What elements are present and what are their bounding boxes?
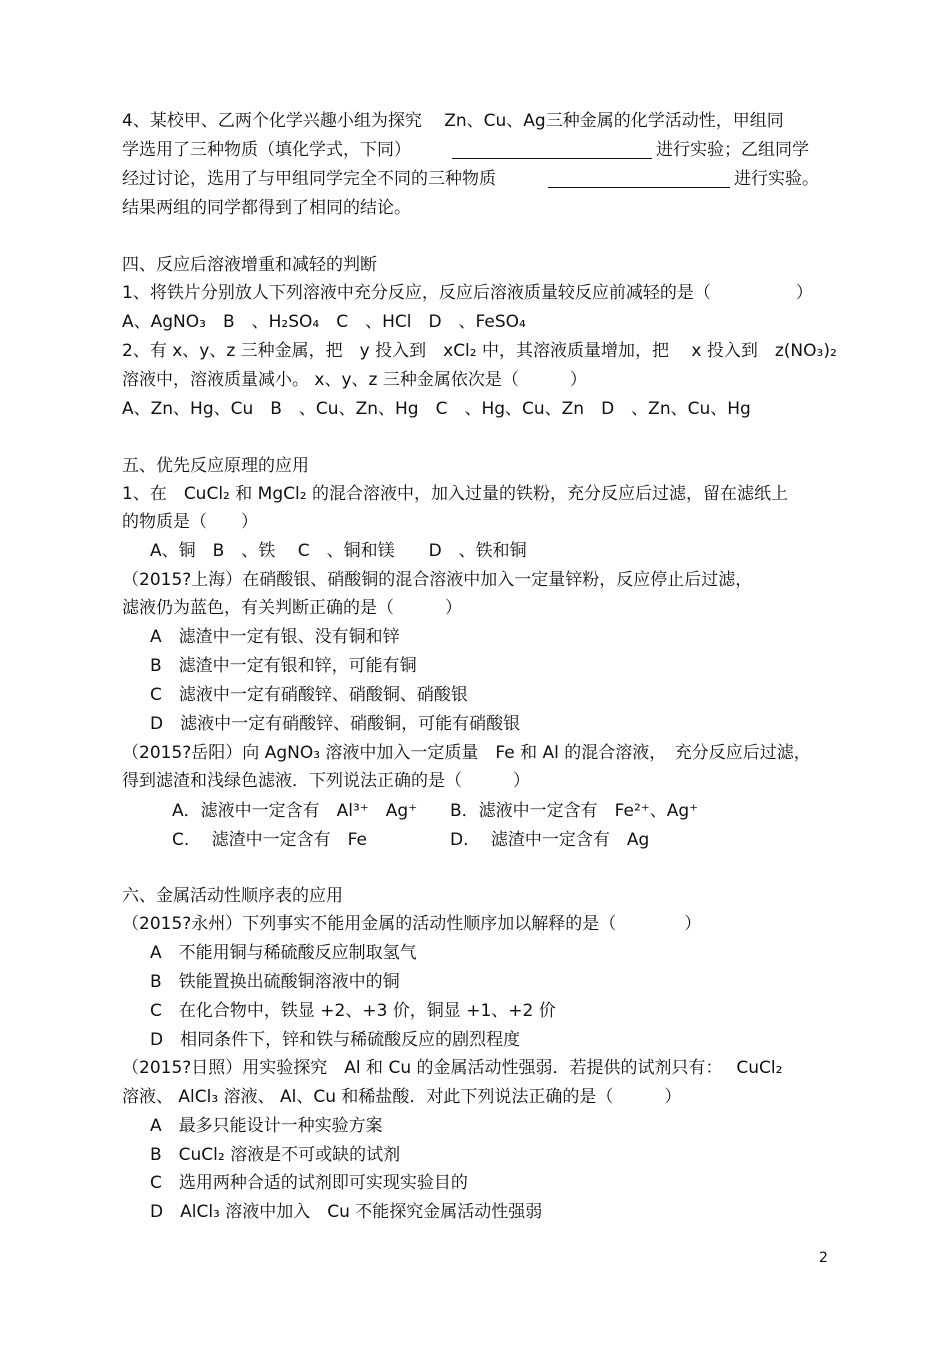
s4-q1: 1、将铁片分别放人下列溶液中充分反应，反应后溶液质量较反应前减轻的是（ ） xyxy=(122,283,813,303)
page-number: 2 xyxy=(819,1250,828,1266)
s6-q2-line-2: 溶液、 AlCl₃ 溶液、 Al、Cu 和稀盐酸．对此下列说法正确的是（ ） xyxy=(122,1087,682,1107)
q4-line-2a: 学选用了三种物质（填化学式，下同） xyxy=(122,140,411,160)
s6-q2-option-a: A 最多只能设计一种实验方案 xyxy=(150,1116,383,1136)
section-4-heading: 四、反应后溶液增重和减轻的判断 xyxy=(122,255,377,275)
s6-q1-option-b: B 铁能置换出硫酸铜溶液中的铜 xyxy=(150,972,400,992)
s5-q2-option-a: A 滤渣中一定有银、没有铜和锌 xyxy=(150,627,400,647)
section-5-heading: 五、优先反应原理的应用 xyxy=(122,456,309,476)
s6-q1-option-a: A 不能用铜与稀硫酸反应制取氢气 xyxy=(150,943,417,963)
q4-line-3a: 经过讨论，选用了与甲组同学完全不同的三种物质 xyxy=(122,169,496,189)
s5-q3-line-2: 得到滤渣和浅绿色滤液．下列说法正确的是（ ） xyxy=(122,771,530,791)
s5-q2-line-1: （2015?上海）在硝酸银、硝酸铜的混合溶液中加入一定量锌粉，反应停止后过滤， xyxy=(122,570,753,590)
s6-q2-option-d: D AlCl₃ 溶液中加入 Cu 不能探究金属活动性强弱 xyxy=(150,1202,543,1222)
s5-q2-line-2: 滤液仍为蓝色，有关判断正确的是（ ） xyxy=(122,598,462,618)
s6-q2-option-c: C 选用两种合适的试剂即可实现实验目的 xyxy=(150,1173,468,1193)
s4-q1-options: A、AgNO₃ B 、H₂SO₄ C 、HCl D 、FeSO₄ xyxy=(122,312,526,332)
q4-line-3b: 进行实验。 xyxy=(734,169,819,189)
s6-q2-line-1: （2015?日照）用实验探究 Al 和 Cu 的金属活动性强弱．若提供的试剂只有： CuCl₂ xyxy=(122,1058,783,1078)
answer-blank-2 xyxy=(548,187,730,188)
q4-line-1: 4、某校甲、乙两个化学兴趣小组为探究 Zn、Cu、Ag三种金属的化学活动性，甲组同 xyxy=(122,111,784,131)
s5-q3-option-a: A．滤液中一定含有 Al³⁺ Ag⁺ xyxy=(172,801,418,821)
s4-q2-line-2: 溶液中，溶液质量减小。 x、y、z 三种金属依次是（ ） xyxy=(122,370,587,390)
s4-q2-line-1: 2、有 x、y、z 三种金属，把 y 投入到 xCl₂ 中，其溶液质量增加，把 x 投入到 z(NO₃)₂ xyxy=(122,341,837,361)
section-6-heading: 六、金属活动性顺序表的应用 xyxy=(122,886,343,906)
s5-q3-option-b: B．滤液中一定含有 Fe²⁺、Ag⁺ xyxy=(450,801,699,821)
s5-q2-option-d: D 滤液中一定有硝酸锌、硝酸铜，可能有硝酸银 xyxy=(150,714,521,734)
s6-q1-line-1: （2015?永州）下列事实不能用金属的活动性顺序加以解释的是（ ） xyxy=(122,914,702,934)
s6-q1-option-c: C 在化合物中，铁显 +2、+3 价，铜显 +1、+2 价 xyxy=(150,1001,556,1021)
s6-q2-option-b: B CuCl₂ 溶液是不可或缺的试剂 xyxy=(150,1145,401,1165)
s5-q1-line-1: 1、在 CuCl₂ 和 MgCl₂ 的混合溶液中，加入过量的铁粉，充分反应后过滤，留在滤纸上 xyxy=(122,484,788,504)
s6-q1-option-d: D 相同条件下，锌和铁与稀硫酸反应的剧烈程度 xyxy=(150,1030,521,1050)
answer-blank-1 xyxy=(452,158,652,159)
s5-q1-options: A、铜 B 、铁 C 、铜和镁 D 、铁和铜 xyxy=(150,541,527,561)
s5-q3-option-c: C. 滤渣中一定含有 Fe xyxy=(172,830,367,850)
s4-q2-options: A、Zn、Hg、Cu B 、Cu、Zn、Hg C 、Hg、Cu、Zn D 、Zn、Cu、Hg xyxy=(122,399,751,419)
s5-q2-option-c: C 滤液中一定有硝酸锌、硝酸铜、硝酸银 xyxy=(150,685,468,705)
s5-q3-line-1: （2015?岳阳）向 AgNO₃ 溶液中加入一定质量 Fe 和 Al 的混合溶液， 充分反应后过滤， xyxy=(122,743,811,763)
q4-line-2b: 进行实验；乙组同学 xyxy=(656,140,809,160)
q4-line-4: 结果两组的同学都得到了相同的结论。 xyxy=(122,198,411,218)
s5-q1-line-2: 的物质是（ ） xyxy=(122,512,258,532)
s5-q2-option-b: B 滤渣中一定有银和锌，可能有铜 xyxy=(150,656,417,676)
s5-q3-option-d: D. 滤渣中一定含有 Ag xyxy=(450,830,650,850)
